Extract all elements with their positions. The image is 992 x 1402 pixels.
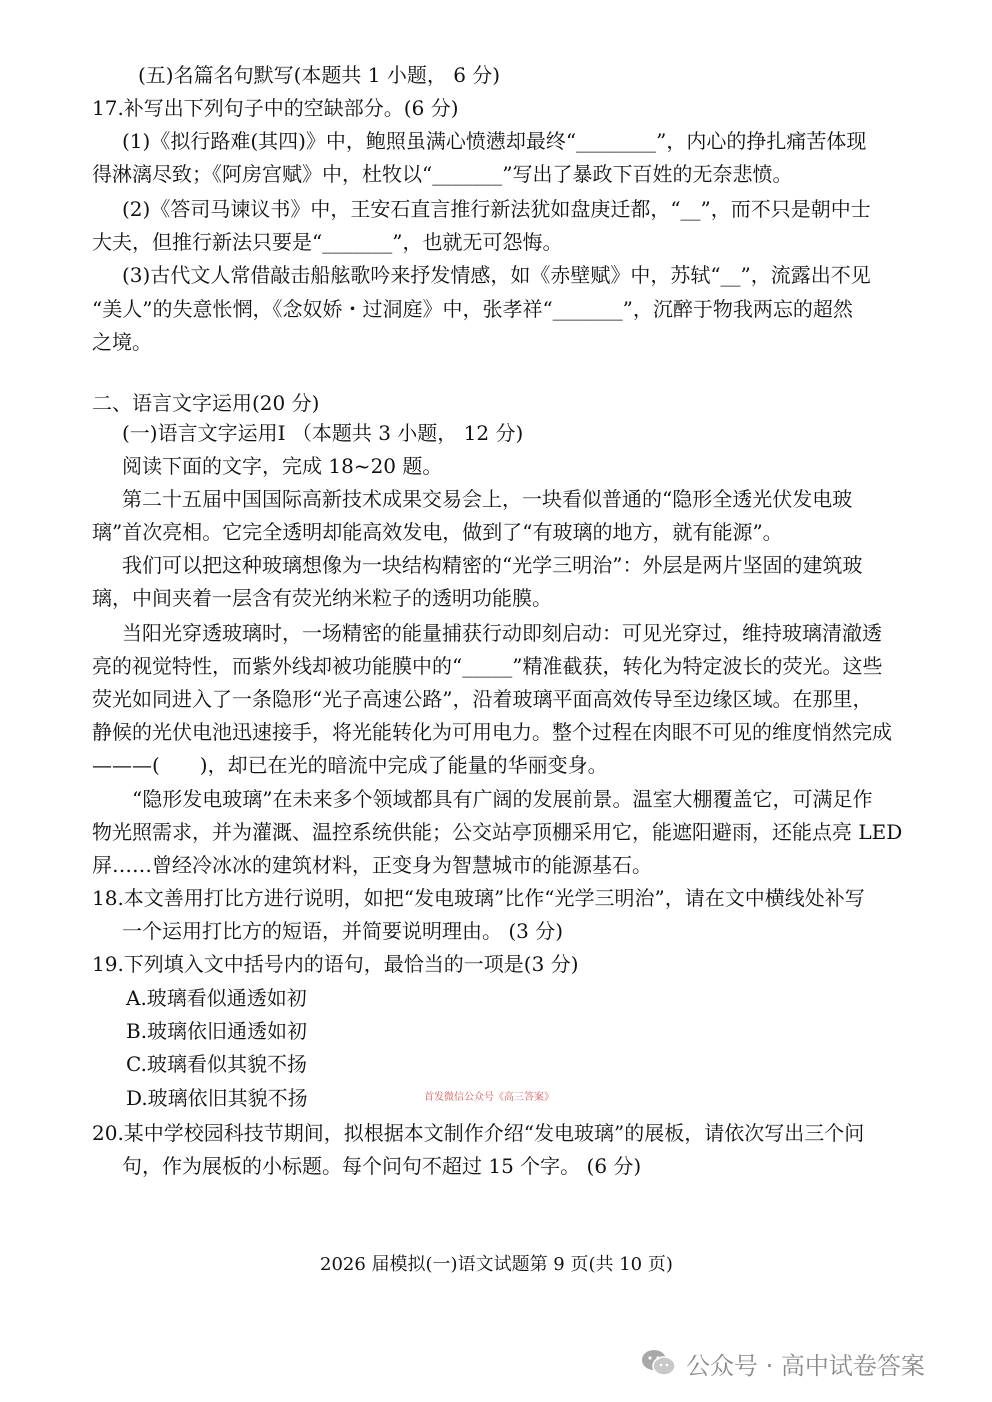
passage-line: 荧光如同进入了一条隐形“光子高速公路”，沿着玻璃平面高效传导至边缘区域。在那里， [92, 687, 873, 711]
question-20-cont: 句，作为展板的小标题。每个问句不超过 15 个字。 (6 分) [122, 1154, 642, 1178]
text-line: (1)《拟行路难(其四)》中，鲍照虽满心愤懑却最终“________”，内心的挣扎痛苦体现 [122, 129, 867, 153]
passage-line: 物光照需求，并为灌溉、温控系统供能；公交站亭顶棚采用它，能遮阳避雨，还能点亮 LED [92, 820, 903, 844]
passage-line: “隐形发电玻璃”在未来多个领域都具有广阔的发展前景。温室大棚覆盖它，可满足作 [132, 787, 873, 811]
passage-line: 亮的视觉特性，而紫外线却被功能膜中的“_____”精准截获，转化为特定波长的荧光。这些 [92, 654, 883, 678]
question-17: 17.补写出下列句子中的空缺部分。(6 分) [92, 96, 459, 120]
question-18-cont: 一个运用打比方的短语，并简要说明理由。 (3 分) [122, 919, 564, 943]
passage-line: 当阳光穿透玻璃时，一场精密的能量捕获行动即刻启动：可见光穿过，维持玻璃清澈透 [122, 621, 882, 645]
passage-line: 第二十五届中国国际高新技术成果交易会上，一块看似普通的“隐形全透光伏发电玻 [122, 487, 853, 511]
text-line: “美人”的失意怅惘，《念奴娇・过洞庭》中，张孝祥“_______”，沉醉于物我两忘的超然 [92, 297, 853, 321]
part-two-heading: 二、语言文字运用(20 分) [92, 391, 320, 415]
wechat-icon [640, 1348, 676, 1378]
passage-line: 我们可以把这种玻璃想像为一块结构精密的“光学三明治”：外层是两片坚固的建筑玻 [122, 553, 863, 577]
passage-line: 璃”首次亮相。它完全透明却能高效发电，做到了“有玻璃的地方，就有能源”。 [92, 520, 783, 544]
wechat-watermark-text: 公众号 · 高中试卷答案 [686, 1351, 925, 1380]
passage-line: 静候的光伏电池迅速接手，将光能转化为可用电力。整个过程在肉眼不可见的维度悄然完成 [92, 720, 892, 744]
red-watermark: 首发微信公众号《高三答案》 [424, 1092, 554, 1103]
text-line: (2)《答司马谏议书》中，王安石直言推行新法犹如盘庚迁都，“__”，而不只是朝中士 [122, 197, 871, 221]
subsection-heading: (一)语言文字运用Ⅰ （本题共 3 小题， 12 分) [122, 421, 524, 445]
text-line: 大夫，但推行新法只要是“_______”，也就无可怨悔。 [92, 230, 563, 254]
passage-line: 屏……曾经冷冰冰的建筑材料，正变身为智慧城市的能源基石。 [92, 853, 652, 877]
instruction: 阅读下面的文字，完成 18~20 题。 [122, 454, 443, 478]
page-footer: 2026 届模拟(一)语文试题第 9 页(共 10 页) [320, 1254, 673, 1275]
option-a: A.玻璃看似通透如初 [126, 986, 307, 1010]
question-19: 19.下列填入文中括号内的语句，最恰当的一项是(3 分) [92, 952, 579, 976]
wechat-watermark [640, 1346, 925, 1380]
section-heading: (五)名篇名句默写(本题共 1 小题， 6 分) [138, 63, 501, 87]
text-line: 之境。 [92, 330, 152, 354]
text-line: (3)古代文人常借敲击船舷歌吟来抒发情感，如《赤壁赋》中，苏轼“__”，流露出不见 [122, 263, 871, 287]
passage-line: ———( )，却已在光的暗流中完成了能量的华丽变身。 [92, 753, 608, 777]
option-d: D.玻璃依旧其貌不扬 [126, 1086, 308, 1110]
question-20: 20.某中学校园科技节期间，拟根据本文制作介绍“发电玻璃”的展板，请依次写出三个问 [92, 1121, 865, 1145]
question-18: 18.本文善用打比方进行说明，如把“发电玻璃”比作“光学三明治”，请在文中横线处补写 [92, 886, 865, 910]
option-b: B.玻璃依旧通透如初 [126, 1019, 308, 1043]
option-c: C.玻璃看似其貌不扬 [126, 1052, 307, 1076]
passage-line: 璃，中间夹着一层含有荧光纳米粒子的透明功能膜。 [92, 586, 552, 610]
text-line: 得淋漓尽致；《阿房宫赋》中，杜牧以“_______”写出了暴政下百姓的无奈悲愤。 [92, 162, 793, 186]
